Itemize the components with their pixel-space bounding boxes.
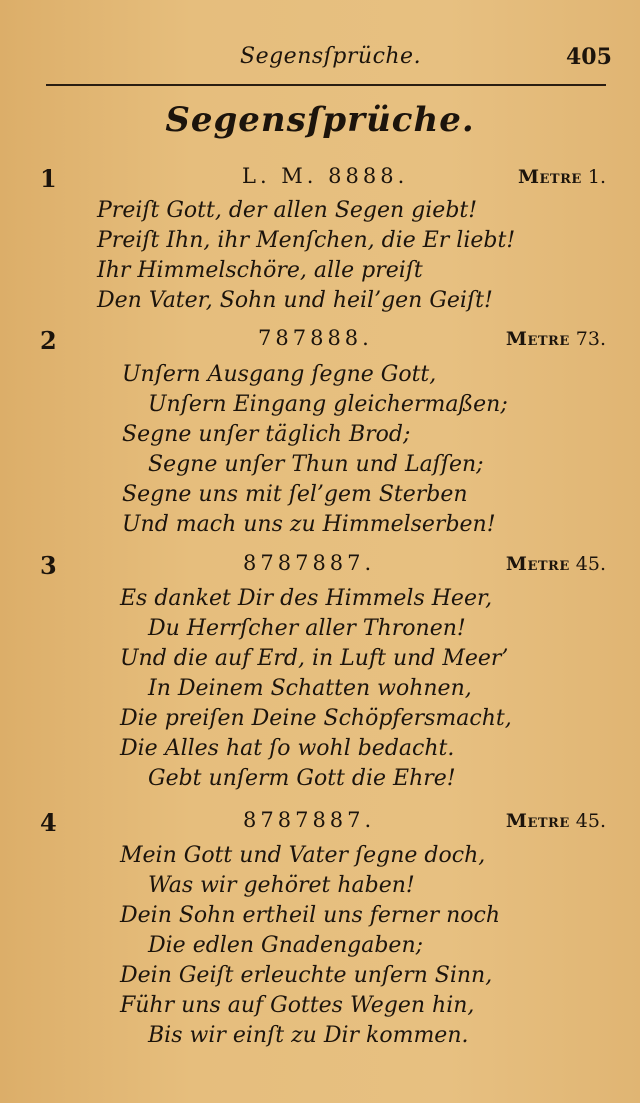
verse-line: Dein Geiſt erleuchte unſern Sinn, [120, 963, 493, 988]
metre-word: Metre [517, 166, 582, 188]
verse-line: Die preiſen Deine Schöpfersmacht, [120, 706, 512, 731]
meter: 787888. [258, 326, 373, 350]
verse-line: Segne unſer täglich Brod; [122, 422, 411, 447]
verse-line: Mein Gott und Vater ſegne doch, [120, 843, 486, 868]
verse-line: Preiſt Ihn, ihr Menſchen, die Er liebt! [97, 228, 516, 253]
verse-line: Den Vater, Sohn und heil’gen Geiſt! [97, 288, 493, 313]
metre-word: Metre [505, 328, 570, 350]
verse-line: Unſern Ausgang ſegne Gott, [122, 362, 437, 387]
section-title: Segensſprüche. [165, 100, 475, 140]
hymn-number: 3 [40, 551, 57, 580]
metre-label [506, 328, 606, 350]
verse-line: Und mach uns zu Himmelserben! [122, 512, 496, 537]
running-title: Segensſprüche. [240, 44, 422, 69]
metre-word: Metre [505, 810, 570, 832]
page-number: 405 [566, 44, 612, 70]
verse-line: Die Alles hat ſo wohl bedacht. [120, 736, 455, 761]
verse-line: Ihr Himmelschöre, alle preiſt [97, 258, 423, 283]
verse-line: Segne unſer Thun und Laſſen; [148, 452, 484, 477]
metre-number: 73. [575, 328, 606, 350]
verse-line: Die edlen Gnadengaben; [148, 933, 424, 958]
verse-line: Dein Sohn ertheil uns ferner noch [120, 903, 501, 928]
metre-word: Metre [505, 553, 570, 575]
metre-label [518, 166, 606, 188]
verse-line: Unſern Eingang gleichermaßen; [148, 392, 508, 417]
verse-line: Und die auf Erd, in Luft und Meer’ [120, 646, 509, 671]
hymn-number: 4 [40, 808, 57, 837]
verse-line: Du Herrſcher aller Thronen! [148, 616, 466, 641]
metre-label [506, 553, 606, 575]
verse-line: Gebt unſerm Gott die Ehre! [148, 766, 456, 791]
verse-line: Führ uns auf Gottes Wegen hin, [120, 993, 475, 1018]
meter: 8787887. [243, 551, 376, 575]
verse-line: In Deinem Schatten wohnen, [148, 676, 472, 701]
verse-line: Bis wir einſt zu Dir kommen. [148, 1023, 469, 1048]
meter: 8787887. [243, 808, 376, 832]
header-rule [46, 84, 606, 86]
verse-line: Was wir gehöret haben! [148, 873, 415, 898]
verse-line: Segne uns mit ſel’gem Sterben [122, 482, 468, 507]
metre-label [506, 810, 606, 832]
metre-number: 45. [575, 810, 606, 832]
metre-number: 1. [587, 166, 606, 188]
metre-number: 45. [575, 553, 606, 575]
hymn-number: 1 [40, 164, 57, 193]
hymn-number: 2 [40, 326, 57, 355]
verse-line: Preiſt Gott, der allen Segen giebt! [97, 198, 478, 223]
verse-line: Es danket Dir des Himmels Heer, [120, 586, 493, 611]
running-head [0, 44, 640, 76]
meter: L. M. 8888. [242, 164, 409, 188]
